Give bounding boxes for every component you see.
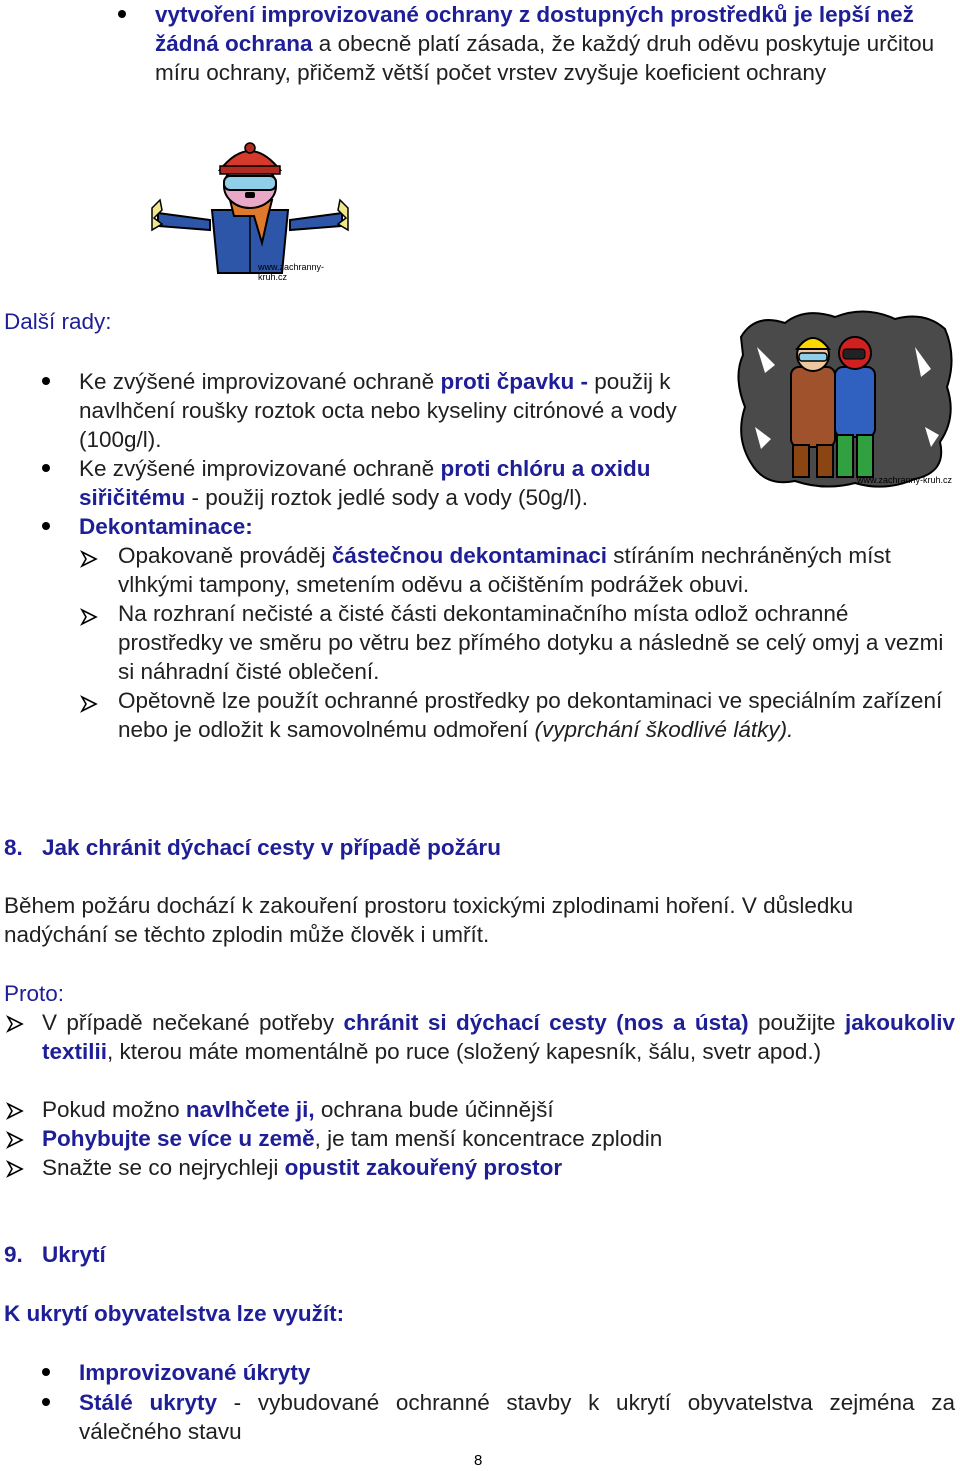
intro-bold: vytvoření improvizované ochrany z dostupných prostředků je lepší než žádná ochrana — [155, 2, 914, 56]
dalsi-rady-heading: Další rady: — [4, 309, 112, 334]
bullet-dot — [118, 10, 126, 18]
scarecrow-illustration — [150, 138, 350, 282]
arrow-bullet-icon — [6, 1160, 24, 1178]
dekontaminace-step-1: Opakovaně prováděj částečnou dekontaminaci stíráním nechráněných míst vlhkými tampony, smetením oděvu a očištěním podrážek obuvi. — [118, 543, 891, 597]
arrow-bullet-icon — [6, 1015, 24, 1033]
intro-text: a obecně platí zásada, že každý druh oděvu poskytuje určitou míru ochrany, přičemž větší počet vrstev zvyšuje koeficient ochrany — [155, 31, 935, 85]
illustration-caption: www.zachranny-kruh.cz — [857, 475, 953, 485]
section-9-number: 9. — [4, 1242, 23, 1267]
improvizovane-ukryty: Improvizované úkryty — [79, 1360, 311, 1385]
smoke-escape-illustration — [735, 307, 957, 492]
bullet-dot — [42, 522, 50, 530]
arrow-bullet-icon — [6, 1102, 24, 1120]
intro-paragraph — [155, 0, 945, 87]
dekontaminace-step-2: Na rozhraní nečisté a čisté části dekontaminačního místa odlož ochranné prostředky ve směru po větru bez přímého dotyku a následně se celý omyj a vezmi si náhradní čisté oblečení. — [118, 601, 944, 684]
section-8-title: Jak chránit dýchací cesty v případě požáru — [42, 835, 501, 860]
proto-item-2: Pokud možno navlhčete ji, ochrana bude účinnější — [42, 1097, 554, 1122]
dekontaminace-step-3: Opětovně lze použít ochranné prostředky po dekontaminaci ve speciálním zařízení nebo je odložit k samovolnému odmoření (vyprchání škodlivé látky). — [118, 688, 943, 742]
chlor-advice: Ke zvýšené improvizované ochraně proti chlóru a oxidu siřičitému - použij roztok jedlé sody a vody (50g/l). — [79, 456, 651, 510]
proto-item-3: Pohybujte se více u země, je tam menší koncentrace zplodin — [42, 1126, 663, 1151]
arrow-bullet-icon — [80, 550, 98, 568]
bullet-dot — [42, 1398, 50, 1406]
arrow-bullet-icon — [80, 608, 98, 626]
arrow-bullet-icon — [6, 1131, 24, 1149]
section-9-title: Ukrytí — [42, 1242, 106, 1267]
bullet-dot — [42, 1368, 50, 1376]
section-8-number: 8. — [4, 835, 23, 860]
cpavek-advice: Ke zvýšené improvizované ochraně proti čpavku - použij k navlhčení roušky roztok octa nebo kyseliny citrónové a vody (100g/l). — [79, 369, 677, 452]
proto-heading: Proto: — [4, 981, 65, 1006]
proto-item-1: V případě nečekané potřeby chránit si dýchací cesty (nos a ústa) použijte jakoukoliv textilii, kterou máte momentálně po ruce (složený kapesník, šálu, svetr apod.) — [42, 1010, 956, 1064]
page-number: 8 — [474, 1452, 483, 1469]
proto-item-4: Snažte se co nejrychleji opustit zakouřený prostor — [42, 1155, 563, 1180]
bullet-dot — [42, 464, 50, 472]
dekontaminace-heading: Dekontaminace: — [79, 514, 253, 539]
ukryti-subheading: K ukrytí obyvatelstva lze využít: — [4, 1301, 345, 1326]
bullet-dot — [42, 377, 50, 385]
arrow-bullet-icon — [80, 695, 98, 713]
stale-ukryty: Stálé ukryty - vybudované ochranné stavby k ukrytí obyvatelstva zejména za válečného stavu — [79, 1390, 955, 1444]
section-8-paragraph: Během požáru dochází k zakouření prostoru toxickými zplodinami hoření. V důsledku nadýchání se těchto zplodin může člověk i umřít. — [4, 893, 854, 947]
illustration-caption: www.zachranny-kruh.cz — [258, 262, 325, 282]
